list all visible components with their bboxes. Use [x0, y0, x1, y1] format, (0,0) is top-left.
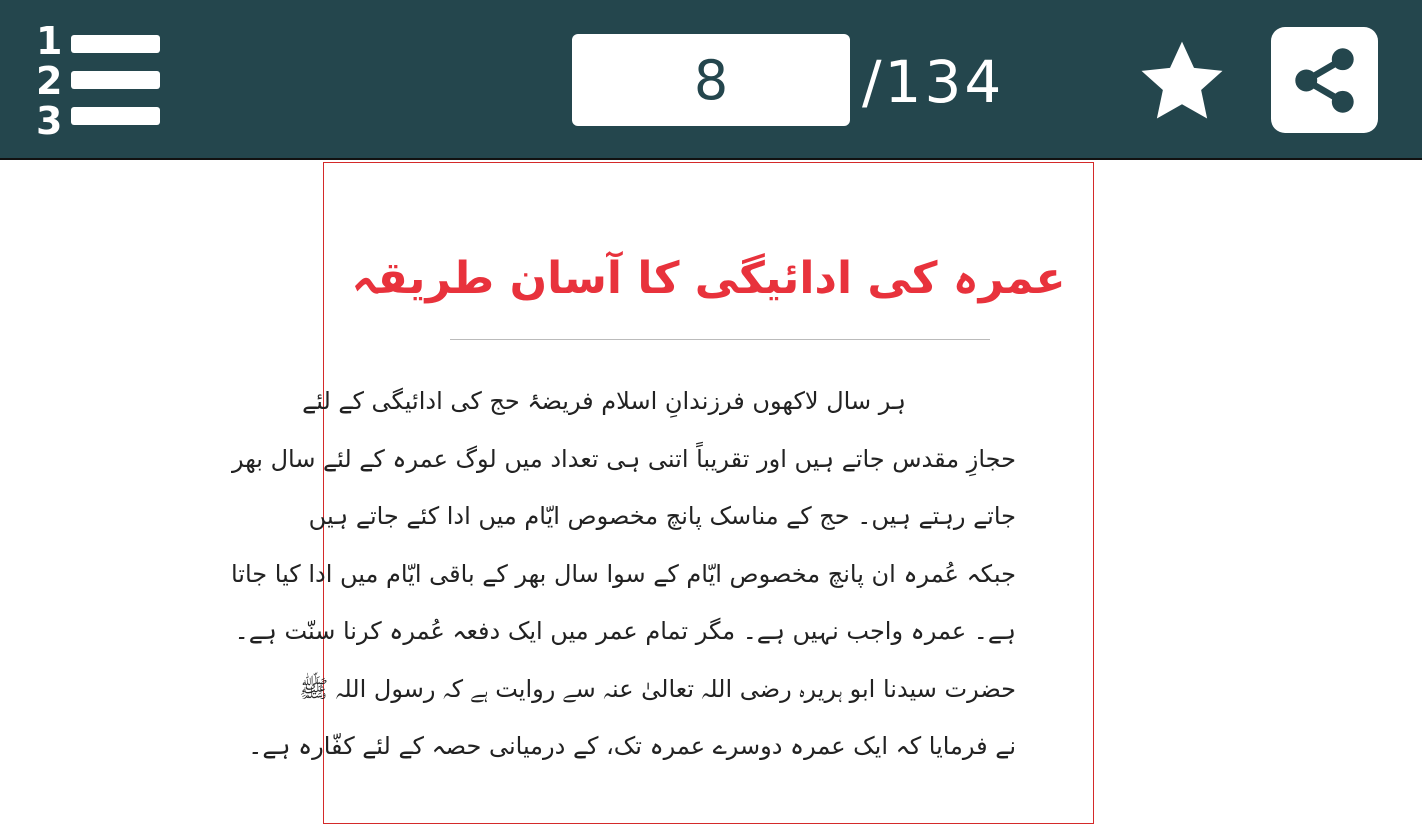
total-pages-label: /134	[862, 48, 1005, 116]
book-page	[230, 162, 1094, 824]
page-number-input[interactable]	[572, 34, 850, 126]
text-line: ہر سال لاکھوں فرزندانِ اسلام فریضۂ حج کی ادائیگی کے لئے	[302, 387, 906, 415]
toc-digit: 3	[36, 99, 63, 143]
share-icon	[1288, 44, 1361, 117]
text-line: حضرت سیدنا ابو ہریرہ رضی اللہ تعالیٰ عنہ سے روایت ہے کہ رسول اللہ ﷺ	[299, 674, 1016, 703]
text-line: نے فرمایا کہ ایک عمرہ دوسرے عمرہ تک، کے درمیانی حصہ کے لئے کفّارہ ہے۔	[248, 732, 1016, 760]
share-button[interactable]	[1271, 27, 1378, 133]
list-line-icon	[71, 107, 160, 125]
star-icon	[1136, 36, 1228, 126]
toc-digit: 1	[36, 19, 63, 63]
table-of-contents-button[interactable]	[36, 19, 162, 143]
text-line: جبکہ عُمرہ ان پانچ مخصوص ایّام کے سوا سال بھر کے باقی ایّام میں ادا کیا جاتا	[230, 559, 1016, 588]
page-body-text	[230, 373, 1016, 776]
bookmark-button[interactable]	[1136, 36, 1228, 126]
toc-digit: 2	[36, 59, 63, 103]
top-toolbar	[0, 0, 1422, 160]
text-line: ہے۔ عمرہ واجب نہیں ہے۔ مگر تمام عمر میں ایک دفعہ عُمرہ کرنا سنّت ہے۔	[234, 617, 1016, 645]
page-title: عمرہ کی ادائیگی کا آسان طریقہ	[351, 253, 1066, 304]
list-line-icon	[71, 71, 160, 89]
list-line-icon	[71, 35, 160, 53]
text-line: حجازِ مقدس جاتے ہیں اور تقریباً اتنی ہی تعداد میں لوگ عمرہ کے لئے سال بھر	[231, 444, 1016, 473]
title-divider	[450, 339, 990, 340]
text-line: جاتے رہتے ہیں۔ حج کے مناسک پانچ مخصوص ایّام میں ادا کئے جاتے ہیں	[308, 502, 1016, 530]
